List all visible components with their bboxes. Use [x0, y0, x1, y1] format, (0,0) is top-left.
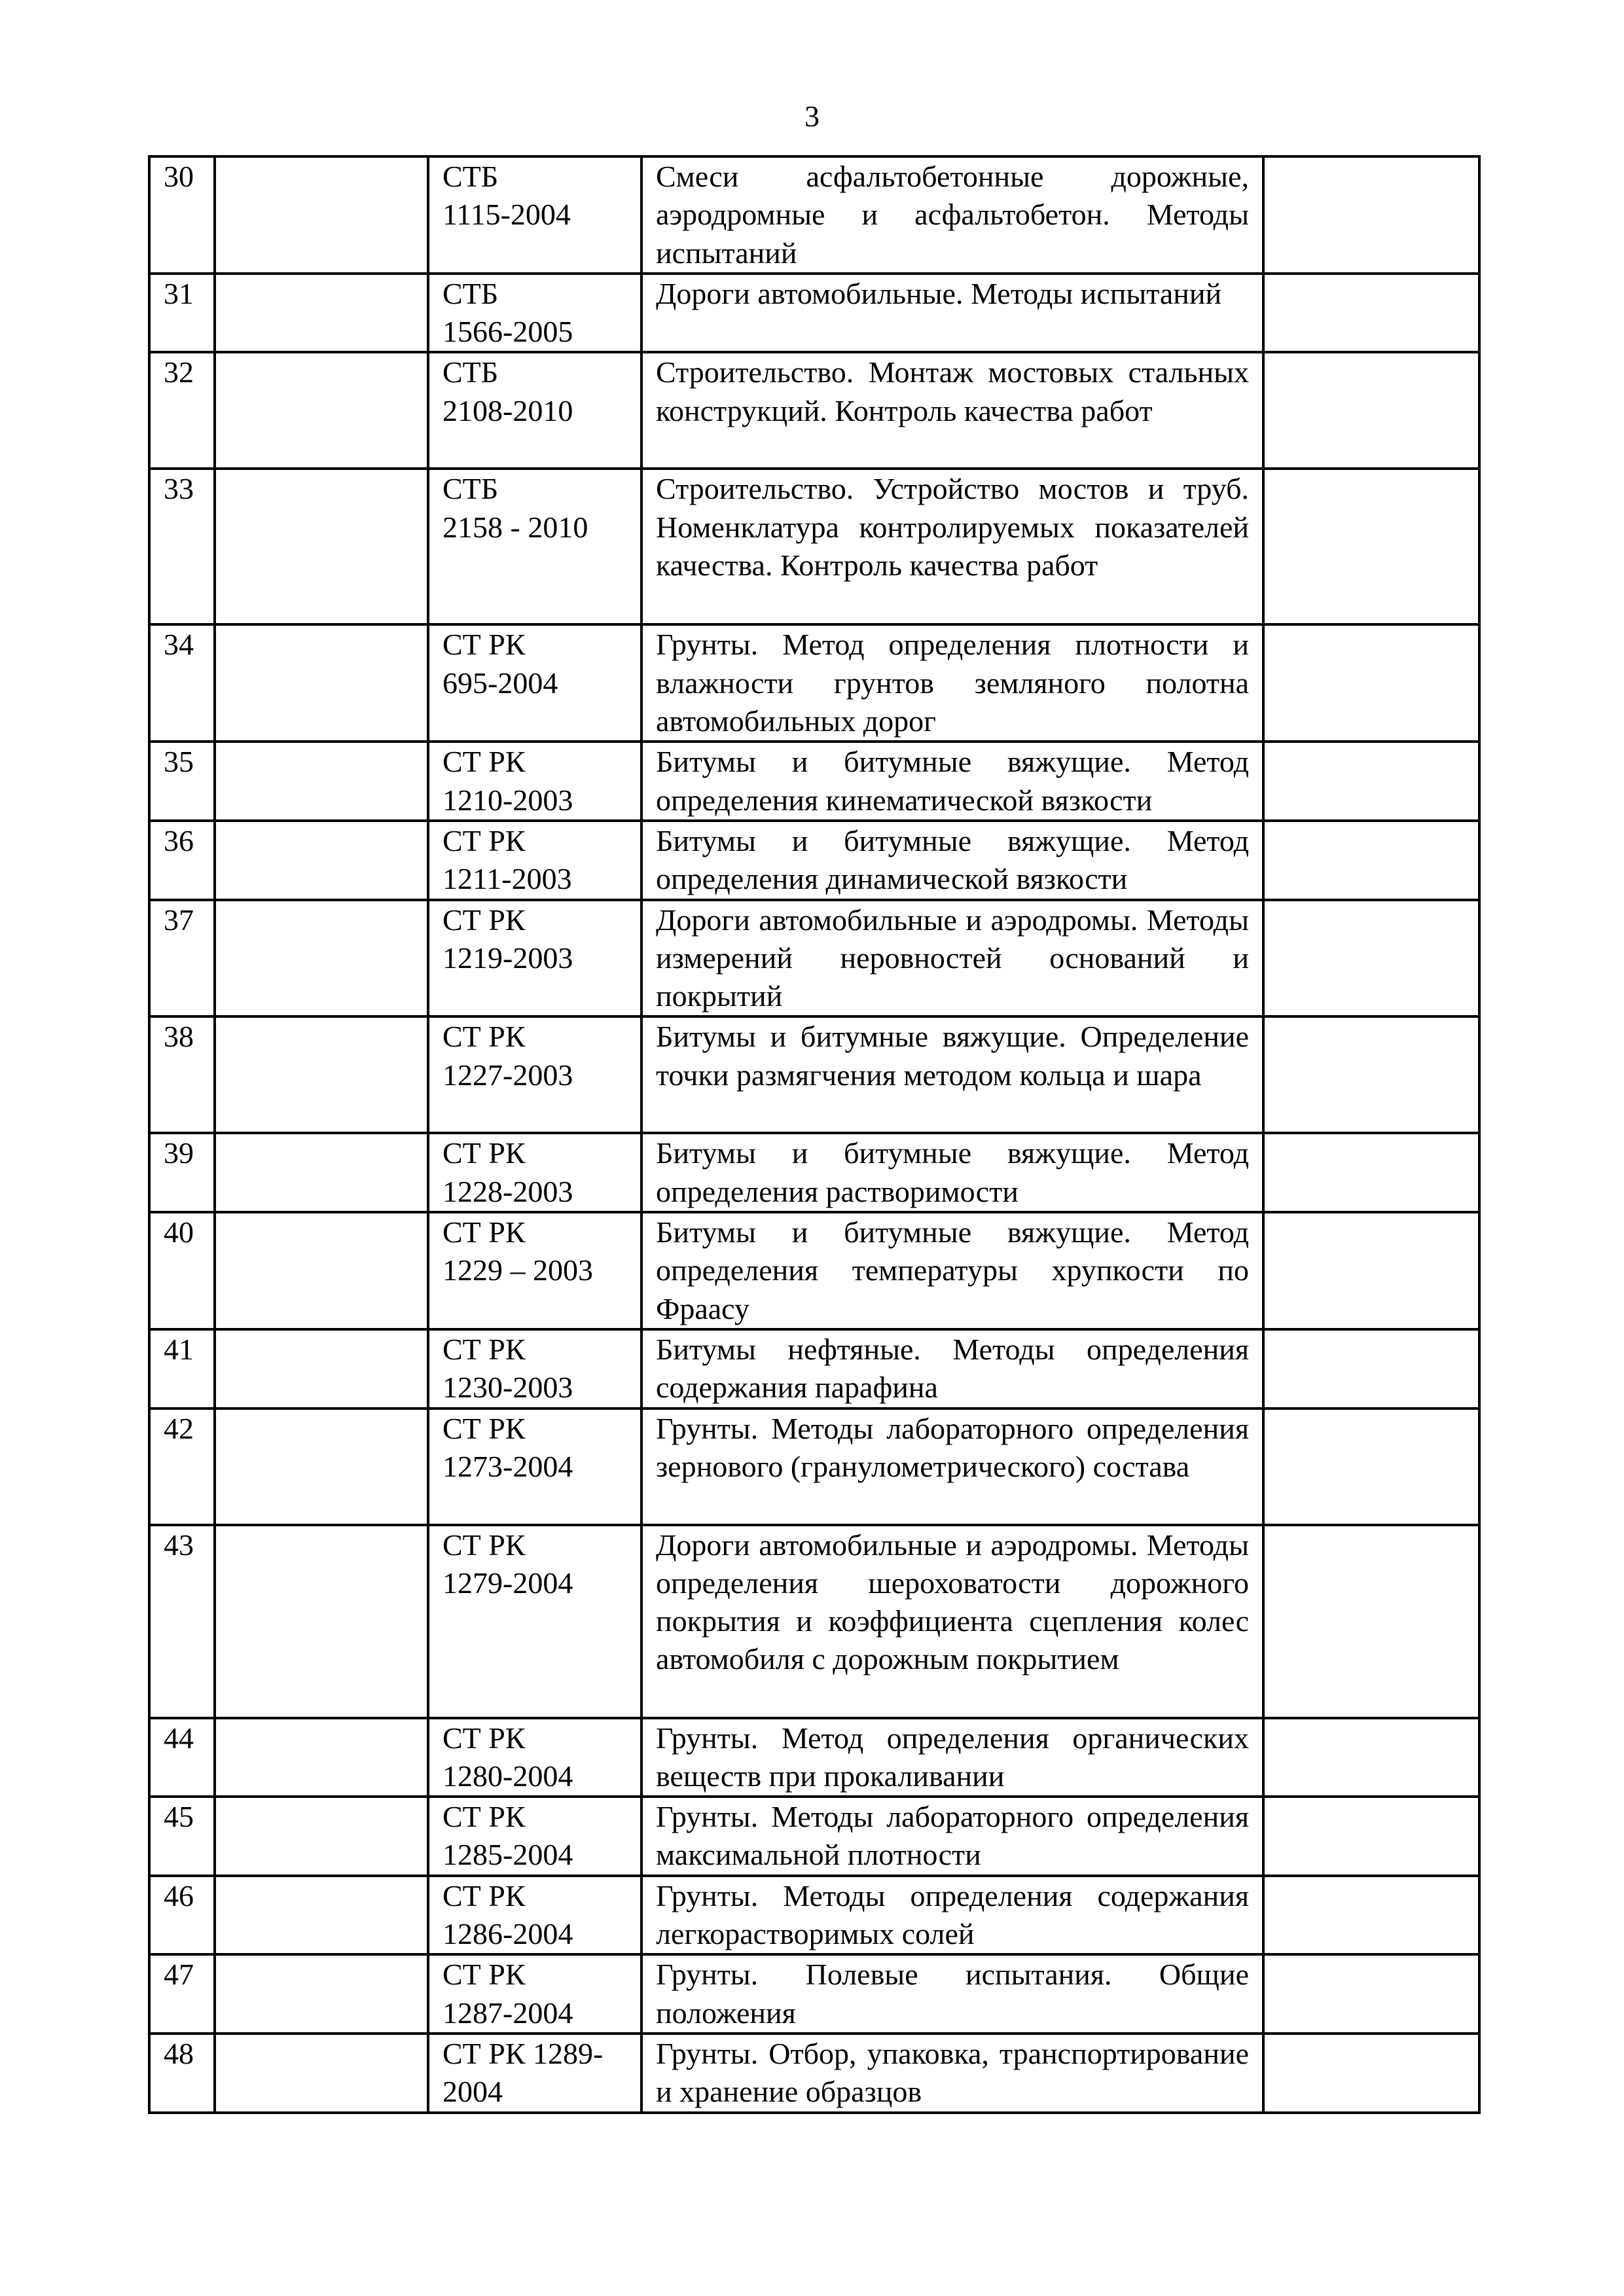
empty-cell: [215, 900, 428, 1017]
standard-code: [428, 900, 641, 1017]
standard-code: [428, 1408, 641, 1525]
empty-cell: [215, 1954, 428, 2034]
standard-title: Грунты. Метод определения плотности и влажности грунтов земляного полотна автомобильных дорог: [641, 624, 1263, 742]
standard-title: Грунты. Методы лабораторного определения максимальной плотности: [641, 1797, 1263, 1876]
standard-title: Грунты. Отбор, упаковка, транспортирование и хранение образцов: [641, 2034, 1263, 2113]
notes-cell: [1263, 352, 1479, 469]
standards-table: [148, 155, 1481, 2114]
standard-title: Строительство. Устройство мостов и труб. Номенклатура контролируемых показателей качества. Контроль качества работ: [641, 469, 1263, 624]
empty-cell: [215, 274, 428, 353]
standard-code: [428, 742, 641, 821]
row-number: 30: [149, 156, 215, 274]
standard-code-number: 1211-2003: [442, 862, 572, 896]
notes-cell: [1263, 1212, 1479, 1329]
standard-code: [428, 624, 641, 742]
row-number: 34: [149, 624, 215, 742]
notes-cell: [1263, 469, 1479, 624]
table-row: [149, 1525, 1479, 1718]
empty-cell: [215, 1718, 428, 1797]
row-number: 40: [149, 1212, 215, 1329]
standard-title: Битумы нефтяные. Методы определения содержания парафина: [641, 1329, 1263, 1408]
row-number: 48: [149, 2034, 215, 2113]
standard-code-number: 2004: [442, 2075, 503, 2109]
standard-code-number: 1286-2004: [442, 1917, 573, 1951]
row-number: 38: [149, 1016, 215, 1133]
standard-code-type: СТ РК: [442, 628, 526, 662]
standard-title: Дороги автомобильные и аэродромы. Методы измерений неровностей оснований и покрытий: [641, 900, 1263, 1017]
empty-cell: [215, 1525, 428, 1718]
row-number: 44: [149, 1718, 215, 1797]
standards-table-body: [149, 156, 1479, 2113]
table-row: [149, 900, 1479, 1017]
standard-code: [428, 821, 641, 900]
standard-title: Строительство. Монтаж мостовых стальных конструкций. Контроль качества работ: [641, 352, 1263, 469]
standard-title: Битумы и битумные вяжущие. Метод определения растворимости: [641, 1133, 1263, 1212]
standard-code: [428, 1016, 641, 1133]
standard-code-number: 1279-2004: [442, 1566, 573, 1600]
standard-code-type: СТ РК: [442, 903, 526, 937]
standard-code: [428, 1876, 641, 1955]
table-row: [149, 1408, 1479, 1525]
empty-cell: [215, 2034, 428, 2113]
standard-title: Битумы и битумные вяжущие. Метод определения динамической вязкости: [641, 821, 1263, 900]
table-row: [149, 1797, 1479, 1876]
notes-cell: [1263, 2034, 1479, 2113]
table-row: [149, 1212, 1479, 1329]
standard-code: [428, 1797, 641, 1876]
notes-cell: [1263, 1525, 1479, 1718]
standard-code-number: 1230-2003: [442, 1371, 573, 1405]
standard-code-number: 2108-2010: [442, 393, 573, 427]
standard-title: Битумы и битумные вяжущие. Метод определения температуры хрупкости по Фраасу: [641, 1212, 1263, 1329]
notes-cell: [1263, 1954, 1479, 2034]
notes-cell: [1263, 1016, 1479, 1133]
standard-title: Грунты. Полевые испытания. Общие положения: [641, 1954, 1263, 2034]
standard-code-type: СТ РК: [442, 1958, 526, 1992]
standard-code-type: СТ РК: [442, 1136, 526, 1170]
empty-cell: [215, 1329, 428, 1408]
row-number: 41: [149, 1329, 215, 1408]
row-number: 35: [149, 742, 215, 821]
notes-cell: [1263, 1408, 1479, 1525]
notes-cell: [1263, 1133, 1479, 1212]
standard-code-type: СТ РК 1289-: [442, 2036, 604, 2070]
standard-code: [428, 1525, 641, 1718]
standard-code-type: СТ РК: [442, 1528, 526, 1562]
standard-title: Битумы и битумные вяжущие. Определение точки размягчения методом кольца и шара: [641, 1016, 1263, 1133]
standard-title: Дороги автомобильные. Методы испытаний: [641, 274, 1263, 353]
standard-code-type: СТ РК: [442, 1721, 526, 1755]
standard-code-number: 2158 - 2010: [442, 510, 588, 544]
standard-code-type: СТ РК: [442, 1411, 526, 1445]
notes-cell: [1263, 1876, 1479, 1955]
table-row: [149, 1016, 1479, 1133]
standard-code-type: СТ РК: [442, 745, 526, 779]
standard-code-type: СТ РК: [442, 1215, 526, 1249]
standard-title: Дороги автомобильные и аэродромы. Методы определения шероховатости дорожного покрытия и коэффициента сцепления колес автомобиля с дорожным покрытием: [641, 1525, 1263, 1718]
notes-cell: [1263, 1797, 1479, 1876]
standard-code: [428, 352, 641, 469]
notes-cell: [1263, 900, 1479, 1017]
table-row: [149, 1876, 1479, 1955]
table-row: [149, 1133, 1479, 1212]
table-row: [149, 1329, 1479, 1408]
empty-cell: [215, 1876, 428, 1955]
row-number: 32: [149, 352, 215, 469]
standard-title: Смеси асфальтобетонные дорожные, аэродромные и асфальтобетон. Методы испытаний: [641, 156, 1263, 274]
table-row: [149, 624, 1479, 742]
standard-title: Грунты. Методы лабораторного определения зернового (гранулометрического) состава: [641, 1408, 1263, 1525]
standard-code: [428, 1212, 641, 1329]
empty-cell: [215, 1408, 428, 1525]
standard-code-number: 1566-2005: [442, 315, 573, 349]
row-number: 43: [149, 1525, 215, 1718]
row-number: 42: [149, 1408, 215, 1525]
empty-cell: [215, 469, 428, 624]
table-row: [149, 274, 1479, 353]
empty-cell: [215, 624, 428, 742]
row-number: 31: [149, 274, 215, 353]
standard-code-number: 1280-2004: [442, 1759, 573, 1793]
notes-cell: [1263, 274, 1479, 353]
empty-cell: [215, 742, 428, 821]
row-number: 39: [149, 1133, 215, 1212]
standard-title: Грунты. Метод определения органических веществ при прокаливании: [641, 1718, 1263, 1797]
standard-code: [428, 156, 641, 274]
table-row: [149, 821, 1479, 900]
standard-code-number: 1228-2003: [442, 1174, 573, 1208]
standard-code-type: СТБ: [442, 276, 499, 310]
standard-code-number: 1219-2003: [442, 941, 573, 975]
empty-cell: [215, 352, 428, 469]
notes-cell: [1263, 821, 1479, 900]
notes-cell: [1263, 742, 1479, 821]
notes-cell: [1263, 156, 1479, 274]
page-number: 3: [804, 99, 820, 133]
table-row: [149, 742, 1479, 821]
row-number: 36: [149, 821, 215, 900]
standard-code-type: СТ РК: [442, 823, 526, 857]
row-number: 33: [149, 469, 215, 624]
table-row: [149, 1718, 1479, 1797]
empty-cell: [215, 1016, 428, 1133]
standard-code-number: 1210-2003: [442, 783, 573, 817]
table-row: [149, 1954, 1479, 2034]
standard-code-type: СТ РК: [442, 1800, 526, 1834]
row-number: 47: [149, 1954, 215, 2034]
row-number: 45: [149, 1797, 215, 1876]
standard-code-number: 1273-2004: [442, 1449, 573, 1483]
standard-code-type: СТБ: [442, 472, 499, 506]
standard-title: Грунты. Методы определения содержания легкорастворимых солей: [641, 1876, 1263, 1955]
table-row: [149, 156, 1479, 274]
empty-cell: [215, 1133, 428, 1212]
row-number: 37: [149, 900, 215, 1017]
empty-cell: [215, 1797, 428, 1876]
standard-code-type: СТ РК: [442, 1020, 526, 1054]
standard-code-number: 1229 – 2003: [442, 1253, 593, 1287]
standard-code: [428, 274, 641, 353]
table-row: [149, 2034, 1479, 2113]
standard-code: [428, 469, 641, 624]
notes-cell: [1263, 1329, 1479, 1408]
empty-cell: [215, 821, 428, 900]
standard-code-number: 1285-2004: [442, 1838, 573, 1872]
standard-code: [428, 1329, 641, 1408]
standard-code-type: СТБ: [442, 355, 499, 389]
empty-cell: [215, 156, 428, 274]
notes-cell: [1263, 624, 1479, 742]
standard-code: [428, 1954, 641, 2034]
standard-code-number: 1115-2004: [442, 198, 571, 232]
empty-cell: [215, 1212, 428, 1329]
standard-code: [428, 1718, 641, 1797]
standard-code-type: СТ РК: [442, 1332, 526, 1366]
standard-code: [428, 2034, 641, 2113]
standard-code-type: СТБ: [442, 160, 499, 193]
row-number: 46: [149, 1876, 215, 1955]
standard-title: Битумы и битумные вяжущие. Метод определения кинематической вязкости: [641, 742, 1263, 821]
standard-code-type: СТ РК: [442, 1878, 526, 1912]
table-row: [149, 469, 1479, 624]
standard-code-number: 1287-2004: [442, 1996, 573, 2030]
notes-cell: [1263, 1718, 1479, 1797]
standard-code-number: 695-2004: [442, 666, 558, 700]
standard-code: [428, 1133, 641, 1212]
table-row: [149, 352, 1479, 469]
standard-code-number: 1227-2003: [442, 1058, 573, 1092]
